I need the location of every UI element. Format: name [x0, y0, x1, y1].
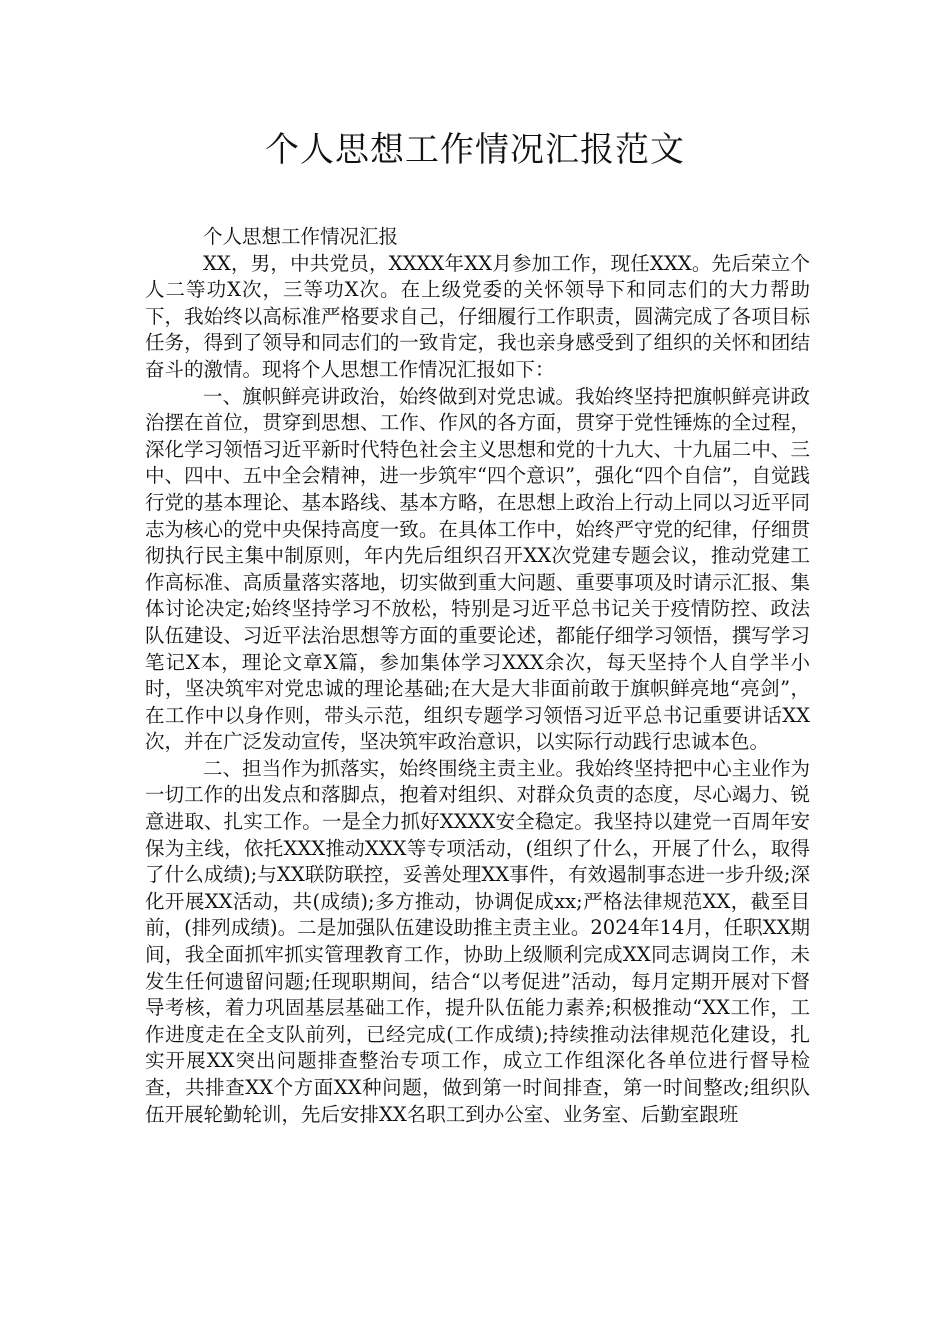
paragraph-section-two: 二、担当作为抓落实，始终围绕主责主业。我始终坚持把中心主业作为一切工作的出发点和落脚点，抱着对组织、对群众负责的态度，尽心竭力、锐意进取、扎实工作。一是全力抓好XXXX安全稳定。我坚持以建党一百周年安保为主线，依托XXX推动XXX等专项活动，(组织了什么，开展了什么，取得了什么成绩);与XX联防联控，妥善处理XX事件，有效遏制事态进一步升级;深化开展XX活动，共(成绩);多方推动，协调促成xx;严格法律规范XX，截至目前，(排列成绩)。二是加强队伍建设助推主责主业。2024年14月，任职XX期间，我全面抓牢抓实管理教育工作，协助上级顺利完成XX同志调岗工作，未发生任何遗留问题;任现职期间，结合“以考促进”活动，每月定期开展对下督导考核，着力巩固基层基础工作，提升队伍能力素养;积极推动“XX工作，工作进度走在全支队前列，已经完成(工作成绩);持续推动法律规范化建设，扎实开展XX突出问题排查整治专项工作，成立工作组深化各单位进行督导检查，共排查XX个方面XX种问题，做到第一时间排查，第一时间整改;组织队伍开展轮勤轮训，先后安排XX名职工到办公室、业务室、后勤室跟班	[145, 756, 810, 1126]
paragraph-section-one: 一、旗帜鲜亮讲政治，始终做到对党忠诚。我始终坚持把旗帜鲜亮讲政治摆在首位，贯穿到思想、工作、作风的各方面，贯穿于党性锤炼的全过程，深化学习领悟习近平新时代特色社会主义思想和党的十九大、十九届二中、三中、四中、五中全会精神，进一步筑牢“四个意识”，强化“四个自信”，自觉践行党的基本理论、基本路线、基本方略，在思想上政治上行动上同以习近平同志为核心的党中央保持高度一致。在具体工作中，始终严守党的纪律，仔细贯彻执行民主集中制原则，年内先后组织召开XX次党建专题会议，推动党建工作高标准、高质量落实落地，切实做到重大问题、重要事项及时请示汇报、集体讨论决定;始终坚持学习不放松，特别是习近平总书记关于疫情防控、政法队伍建设、习近平法治思想等方面的重要论述，都能仔细学习领悟，撰写学习笔记X本，理论文章X篇，参加集体学习XXX余次，每天坚持个人自学半小时，坚决筑牢对党忠诚的理论基础;在大是大非面前敢于旗帜鲜亮地“亮剑”，在工作中以身作则，带头示范，组织专题学习领悟习近平总书记重要讲话XX次，并在广泛发动宣传，坚决筑牢政治意识，以实际行动践行忠诚本色。	[145, 384, 810, 754]
document-subtitle: 个人思想工作情况汇报	[203, 225, 399, 248]
paragraph-intro: XX，男，中共党员，XXXX年XX月参加工作，现任XXX。先后荣立个人二等功X次，三等功X次。在上级党委的关怀领导下和同志们的大力帮助下，我始终以高标准严格要求自己，仔细履行工作职责，圆满完成了各项目标任务，得到了领导和同志们的一致肯定，我也亲身感受到了组织的关怀和团结奋斗的激情。现将个人思想工作情况汇报如下：	[145, 251, 810, 381]
document-title: 个人思想工作情况汇报范文	[265, 130, 685, 170]
document-body	[145, 224, 810, 1128]
